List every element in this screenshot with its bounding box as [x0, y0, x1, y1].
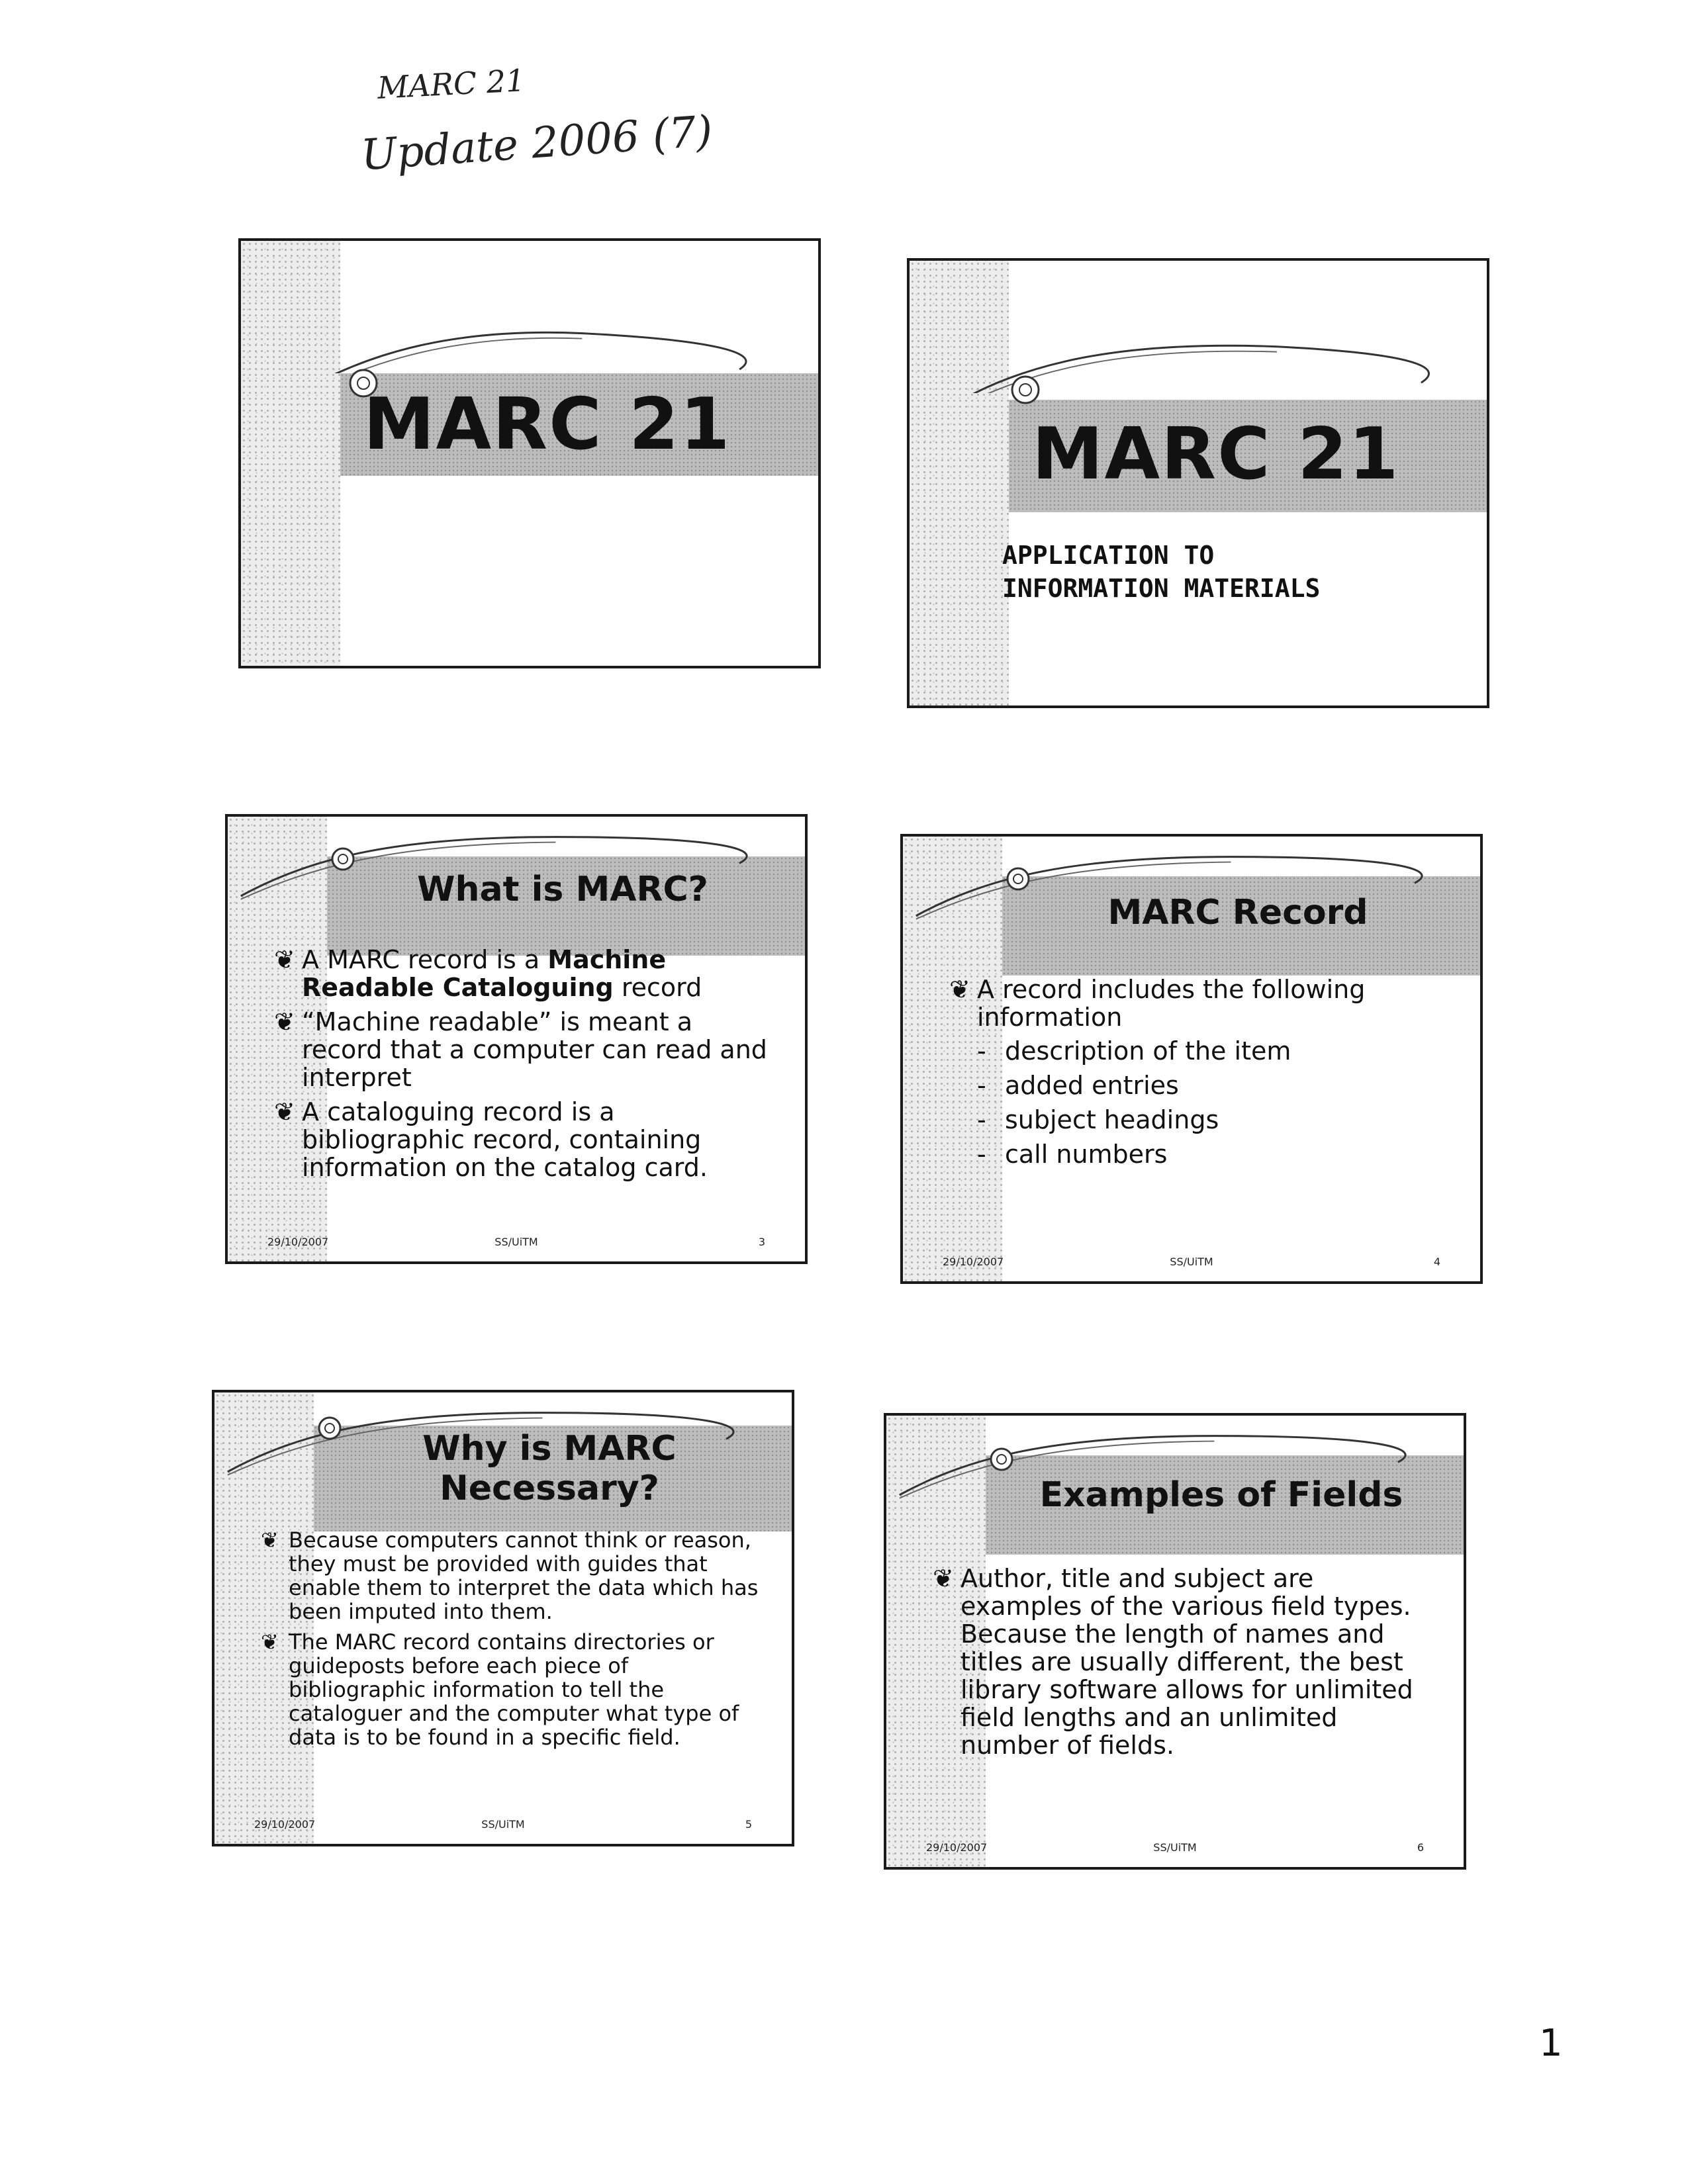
slide-number: 4	[1433, 1255, 1440, 1268]
sub-list	[977, 1034, 1454, 1171]
bullet-list	[933, 1565, 1437, 1766]
handwritten-note-line2: Update 2006 (7)	[359, 107, 714, 181]
slide-title: Examples of Fields	[1039, 1475, 1403, 1515]
sub-item: - call numbers	[977, 1140, 1168, 1169]
slide-subtitle-line2: INFORMATION MATERIALS	[1002, 574, 1321, 603]
slide-title-line2: Necessary?	[440, 1469, 659, 1508]
bullet-item: ❦ The MARC record contains directories or guideposts before each piece of bibliographic information to tell the cataloguer and the computer what type of data is to be found in a specific field.	[261, 1629, 739, 1750]
sub-item: - description of the item	[977, 1036, 1291, 1066]
bullet-icon: ❦	[274, 1007, 295, 1036]
medallion-icon	[1006, 370, 1045, 410]
bullet-icon: ❦	[274, 1097, 295, 1126]
bullet-list	[261, 1528, 765, 1756]
medallion-icon	[1002, 863, 1034, 895]
bullet-item: ❦ A cataloguing record is a bibliographic record, containing information on the catalog card.	[274, 1097, 708, 1182]
bullet-icon: ❦	[261, 1527, 279, 1553]
bullet-icon: ❦	[949, 975, 970, 1004]
slide-title: MARC 21	[1032, 413, 1400, 496]
bullet-list	[949, 976, 1454, 1178]
sub-item: - subject headings	[977, 1105, 1219, 1134]
bullet-item: ❦ A MARC record is a Machine Readable Cataloguing record	[274, 945, 702, 1002]
slide-5	[212, 1390, 794, 1846]
slide-footer: SS/UiTM	[1170, 1255, 1213, 1268]
medallion-icon	[986, 1443, 1017, 1475]
slide-3	[225, 814, 808, 1264]
slide-footer: SS/UiTM	[1153, 1841, 1197, 1854]
slide-1	[238, 238, 821, 668]
sub-item: - added entries	[977, 1071, 1179, 1100]
bullet-item: ❦ “Machine readable” is meant a record that a computer can read and interpret	[274, 1007, 767, 1092]
bullet-item: ❦ Because computers cannot think or reason, they must be provided with guides that enable them to interpret the data which has been imputed into them.	[261, 1527, 759, 1624]
slide-number: 6	[1417, 1841, 1424, 1854]
page-number: 1	[1539, 2022, 1563, 2065]
slide-title: MARC Record	[1107, 893, 1368, 933]
bullet-item: ❦ A record includes the following information - description of the item - added entries - subject headings - call numbers	[949, 976, 1454, 1171]
slide-title-line1: Why is MARC	[422, 1429, 677, 1469]
slide-date: 29/10/2007	[943, 1255, 1004, 1268]
slide-footer: SS/UiTM	[481, 1818, 525, 1831]
bullet-item: ❦ Author, title and subject are examples of the various field types. Because the length of names and titles are usually different, the best library software allows for unlimited field lengths and an unlimited number of fields.	[933, 1564, 1413, 1760]
bullet-icon: ❦	[933, 1564, 954, 1593]
slide-2	[907, 258, 1489, 708]
wire-ornament-icon	[241, 241, 818, 373]
slide-number: 3	[758, 1236, 765, 1248]
bullet-list	[274, 946, 778, 1188]
slide-number: 5	[745, 1818, 752, 1831]
handwritten-note-line1: MARC 21	[376, 62, 526, 106]
slide-title: MARC 21	[363, 383, 731, 466]
wire-ornament-icon	[910, 261, 1487, 393]
slide-date: 29/10/2007	[267, 1236, 329, 1248]
slide-title: What is MARC?	[417, 870, 708, 909]
slide-footer: SS/UiTM	[494, 1236, 538, 1248]
bullet-icon: ❦	[274, 945, 295, 974]
slide-date: 29/10/2007	[926, 1841, 988, 1854]
slide-date: 29/10/2007	[254, 1818, 316, 1831]
slide-6	[884, 1413, 1466, 1870]
slide-4	[900, 834, 1483, 1284]
slide-subtitle-line1: APPLICATION TO	[1002, 541, 1215, 570]
bullet-icon: ❦	[261, 1629, 279, 1655]
